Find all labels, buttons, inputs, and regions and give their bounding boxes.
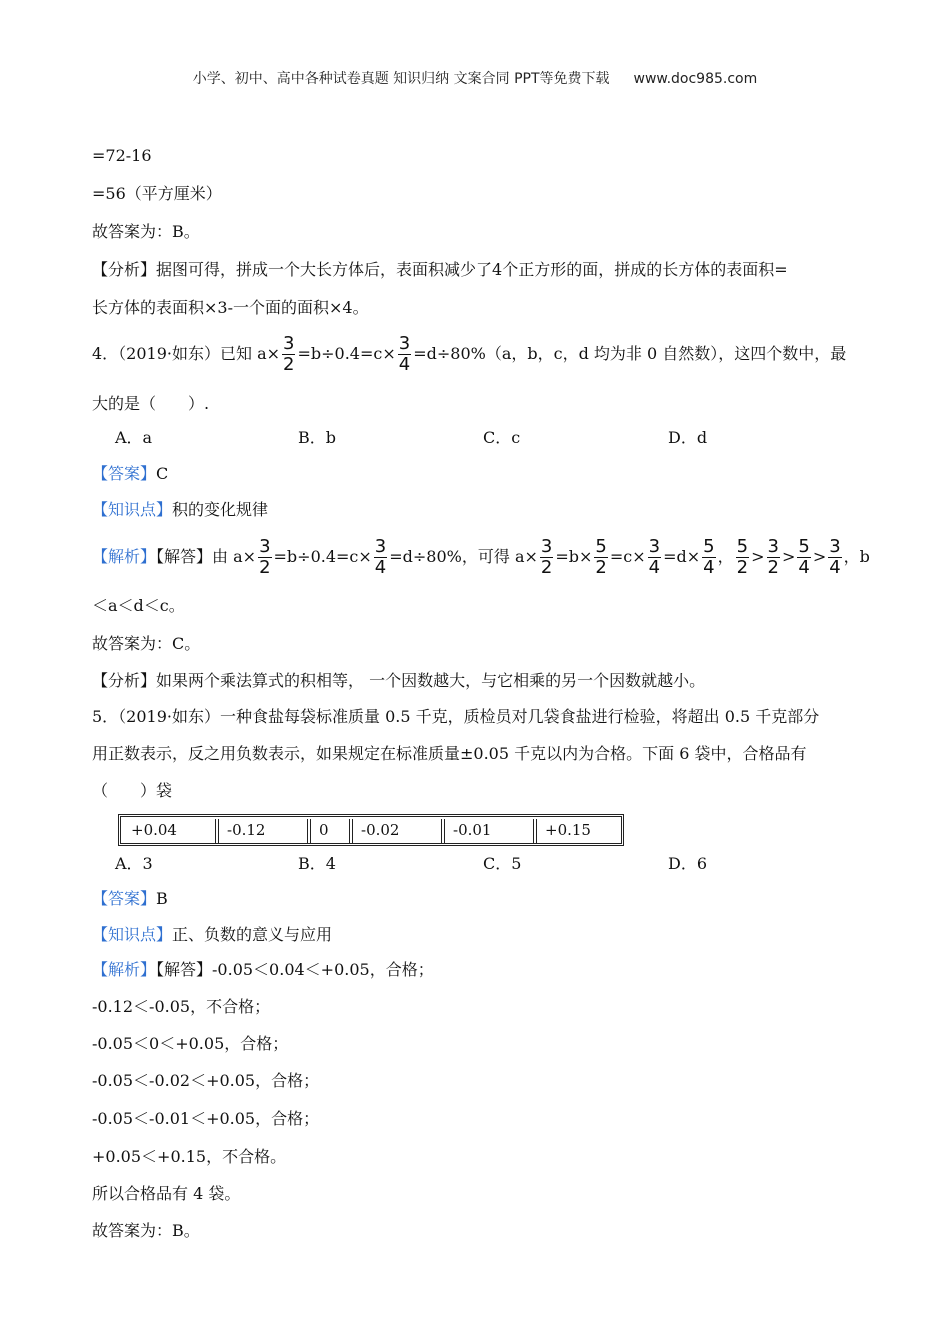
q5-option-d[interactable]: D．6 xyxy=(668,854,708,873)
q5-solution-line-4: -0.05＜-0.02＜+0.05，合格； xyxy=(92,1071,320,1090)
page-header xyxy=(0,68,950,88)
q4-answer xyxy=(92,464,168,484)
fraction: $\frac{5}{4}$ xyxy=(703,536,715,578)
gt-sign: > xyxy=(812,547,827,566)
solution-text: =d× xyxy=(663,547,701,566)
fraction: $\frac{3}{2}$ xyxy=(283,333,295,375)
q5-stem-line-3: （ ）袋 xyxy=(92,781,173,800)
gt-sign: > xyxy=(781,547,796,566)
solution-text: =b× xyxy=(555,547,593,566)
table-cell: +0.15 xyxy=(545,821,591,839)
kp-value: 正、负数的意义与应用 xyxy=(172,925,333,944)
q5-data-table xyxy=(118,814,624,846)
q4-stem-line-2: 大的是（ ）. xyxy=(92,394,210,413)
q5-option-b[interactable]: B．4 xyxy=(298,854,336,873)
solution-text: ， xyxy=(717,547,734,566)
q4-suffix: =d÷80%（a，b，c，d 均为非 0 自然数），这四个数中，最 xyxy=(413,344,847,363)
solution-text: =d÷80%，可得 a× xyxy=(389,547,538,566)
q5-option-c[interactable]: C．5 xyxy=(483,854,522,873)
answer-tag: 【答案】 xyxy=(92,464,157,483)
answer-line: 故答案为：B。 xyxy=(92,222,200,241)
analysis-text: 如果两个乘法算式的积相等， 一个因数越大，与它相乘的另一个因数就越小。 xyxy=(156,671,706,690)
q4-option-a[interactable]: A．a xyxy=(115,428,153,447)
gt-sign: > xyxy=(751,547,765,566)
fraction: $\frac{3}{2}$ xyxy=(767,536,779,578)
q4-option-c[interactable]: C．c xyxy=(483,428,521,447)
kp-value: 积的变化规律 xyxy=(172,500,269,519)
solution-text: ，b xyxy=(843,547,870,566)
q5-solution-line-6: +0.05＜+0.15，不合格。 xyxy=(92,1147,287,1166)
q4-analysis xyxy=(92,671,705,691)
q5-solution-line-5: -0.05＜-0.01＜+0.05，合格； xyxy=(92,1109,320,1128)
fraction: $\frac{3}{2}$ xyxy=(259,536,271,578)
q5-answer xyxy=(92,889,168,909)
analysis-tag: 【分析】 xyxy=(92,260,157,279)
fraction: $\frac{3}{2}$ xyxy=(540,536,553,578)
header-text: 小学、初中、高中各种试卷真题 知识归纳 文案合同 PPT等免费下载 xyxy=(192,71,610,87)
q4-solution-line-2: ＜a＜d＜c。 xyxy=(92,596,185,615)
analysis-line-2: 长方体的表面积×3-一个面的面积×4。 xyxy=(92,298,369,317)
table-cell: -0.12 xyxy=(227,821,266,839)
fraction: $\frac{3}{4}$ xyxy=(648,536,661,578)
fraction: $\frac{5}{4}$ xyxy=(798,536,810,578)
fraction: $\frac{5}{2}$ xyxy=(595,536,607,578)
q4-solution-line-1 xyxy=(92,533,870,581)
analysis-line-1 xyxy=(92,260,788,280)
q4-option-b[interactable]: B．b xyxy=(298,428,337,447)
q5-solution-line-3: -0.05＜0＜+0.05，合格； xyxy=(92,1034,289,1053)
calc-line-2: =56（平方厘米） xyxy=(92,184,222,203)
solution-tag: 【解析】 xyxy=(92,960,157,979)
answer-value: B xyxy=(156,889,168,908)
fraction: $\frac{3}{4}$ xyxy=(374,536,387,578)
table-cell: 0 xyxy=(319,821,329,839)
q5-option-a[interactable]: A．3 xyxy=(115,854,153,873)
q5-solution-line-1 xyxy=(92,960,434,980)
analysis-text: 据图可得，拼成一个大长方体后，表面积减少了4个正方形的面，拼成的长方体的表面积= xyxy=(156,260,788,279)
q5-solution-line-2: -0.12＜-0.05，不合格； xyxy=(92,997,271,1016)
q4-prefix: 4．（2019·如东）已知 a× xyxy=(92,344,281,363)
q5-stem-line-2: 用正数表示，反之用负数表示，如果规定在标准质量±0.05 千克以内为合格。下面 6 袋中，合格品有 xyxy=(92,744,807,763)
solution-text: 【解答】由 a× xyxy=(156,547,257,566)
q4-option-d[interactable]: D．d xyxy=(668,428,708,447)
calc-line-1: =72-16 xyxy=(92,146,152,165)
fraction: $\frac{3}{4}$ xyxy=(829,536,841,578)
answer-value: C xyxy=(156,464,169,483)
solution-tag: 【解析】 xyxy=(92,547,157,566)
header-url[interactable]: www.doc985.com xyxy=(633,71,758,87)
q4-knowledge-point xyxy=(92,500,268,520)
table-cell: -0.02 xyxy=(361,821,400,839)
solution-text: =b÷0.4=c× xyxy=(273,547,372,566)
q4-answer-line: 故答案为：C。 xyxy=(92,634,201,653)
solution-text: 【解答】-0.05＜0.04＜+0.05，合格； xyxy=(156,960,434,979)
fraction: $\frac{3}{4}$ xyxy=(398,333,411,375)
q5-solution-line-7: 所以合格品有 4 袋。 xyxy=(92,1184,241,1203)
kp-tag: 【知识点】 xyxy=(92,925,173,944)
table-cell: +0.04 xyxy=(131,821,177,839)
solution-text: =c× xyxy=(609,547,646,566)
q5-answer-line: 故答案为：B。 xyxy=(92,1221,200,1240)
table-cell: -0.01 xyxy=(453,821,492,839)
q5-knowledge-point xyxy=(92,925,332,945)
kp-tag: 【知识点】 xyxy=(92,500,173,519)
q4-stem-line-1 xyxy=(92,330,846,378)
analysis-tag: 【分析】 xyxy=(92,671,157,690)
fraction: $\frac{5}{2}$ xyxy=(736,536,749,578)
q4-mid: =b÷0.4=c× xyxy=(297,344,396,363)
q5-stem-line-1: 5．（2019·如东）一种食盐每袋标准质量 0.5 千克，质检员对几袋食盐进行检验，将超出 0.5 千克部分 xyxy=(92,707,820,726)
answer-tag: 【答案】 xyxy=(92,889,157,908)
